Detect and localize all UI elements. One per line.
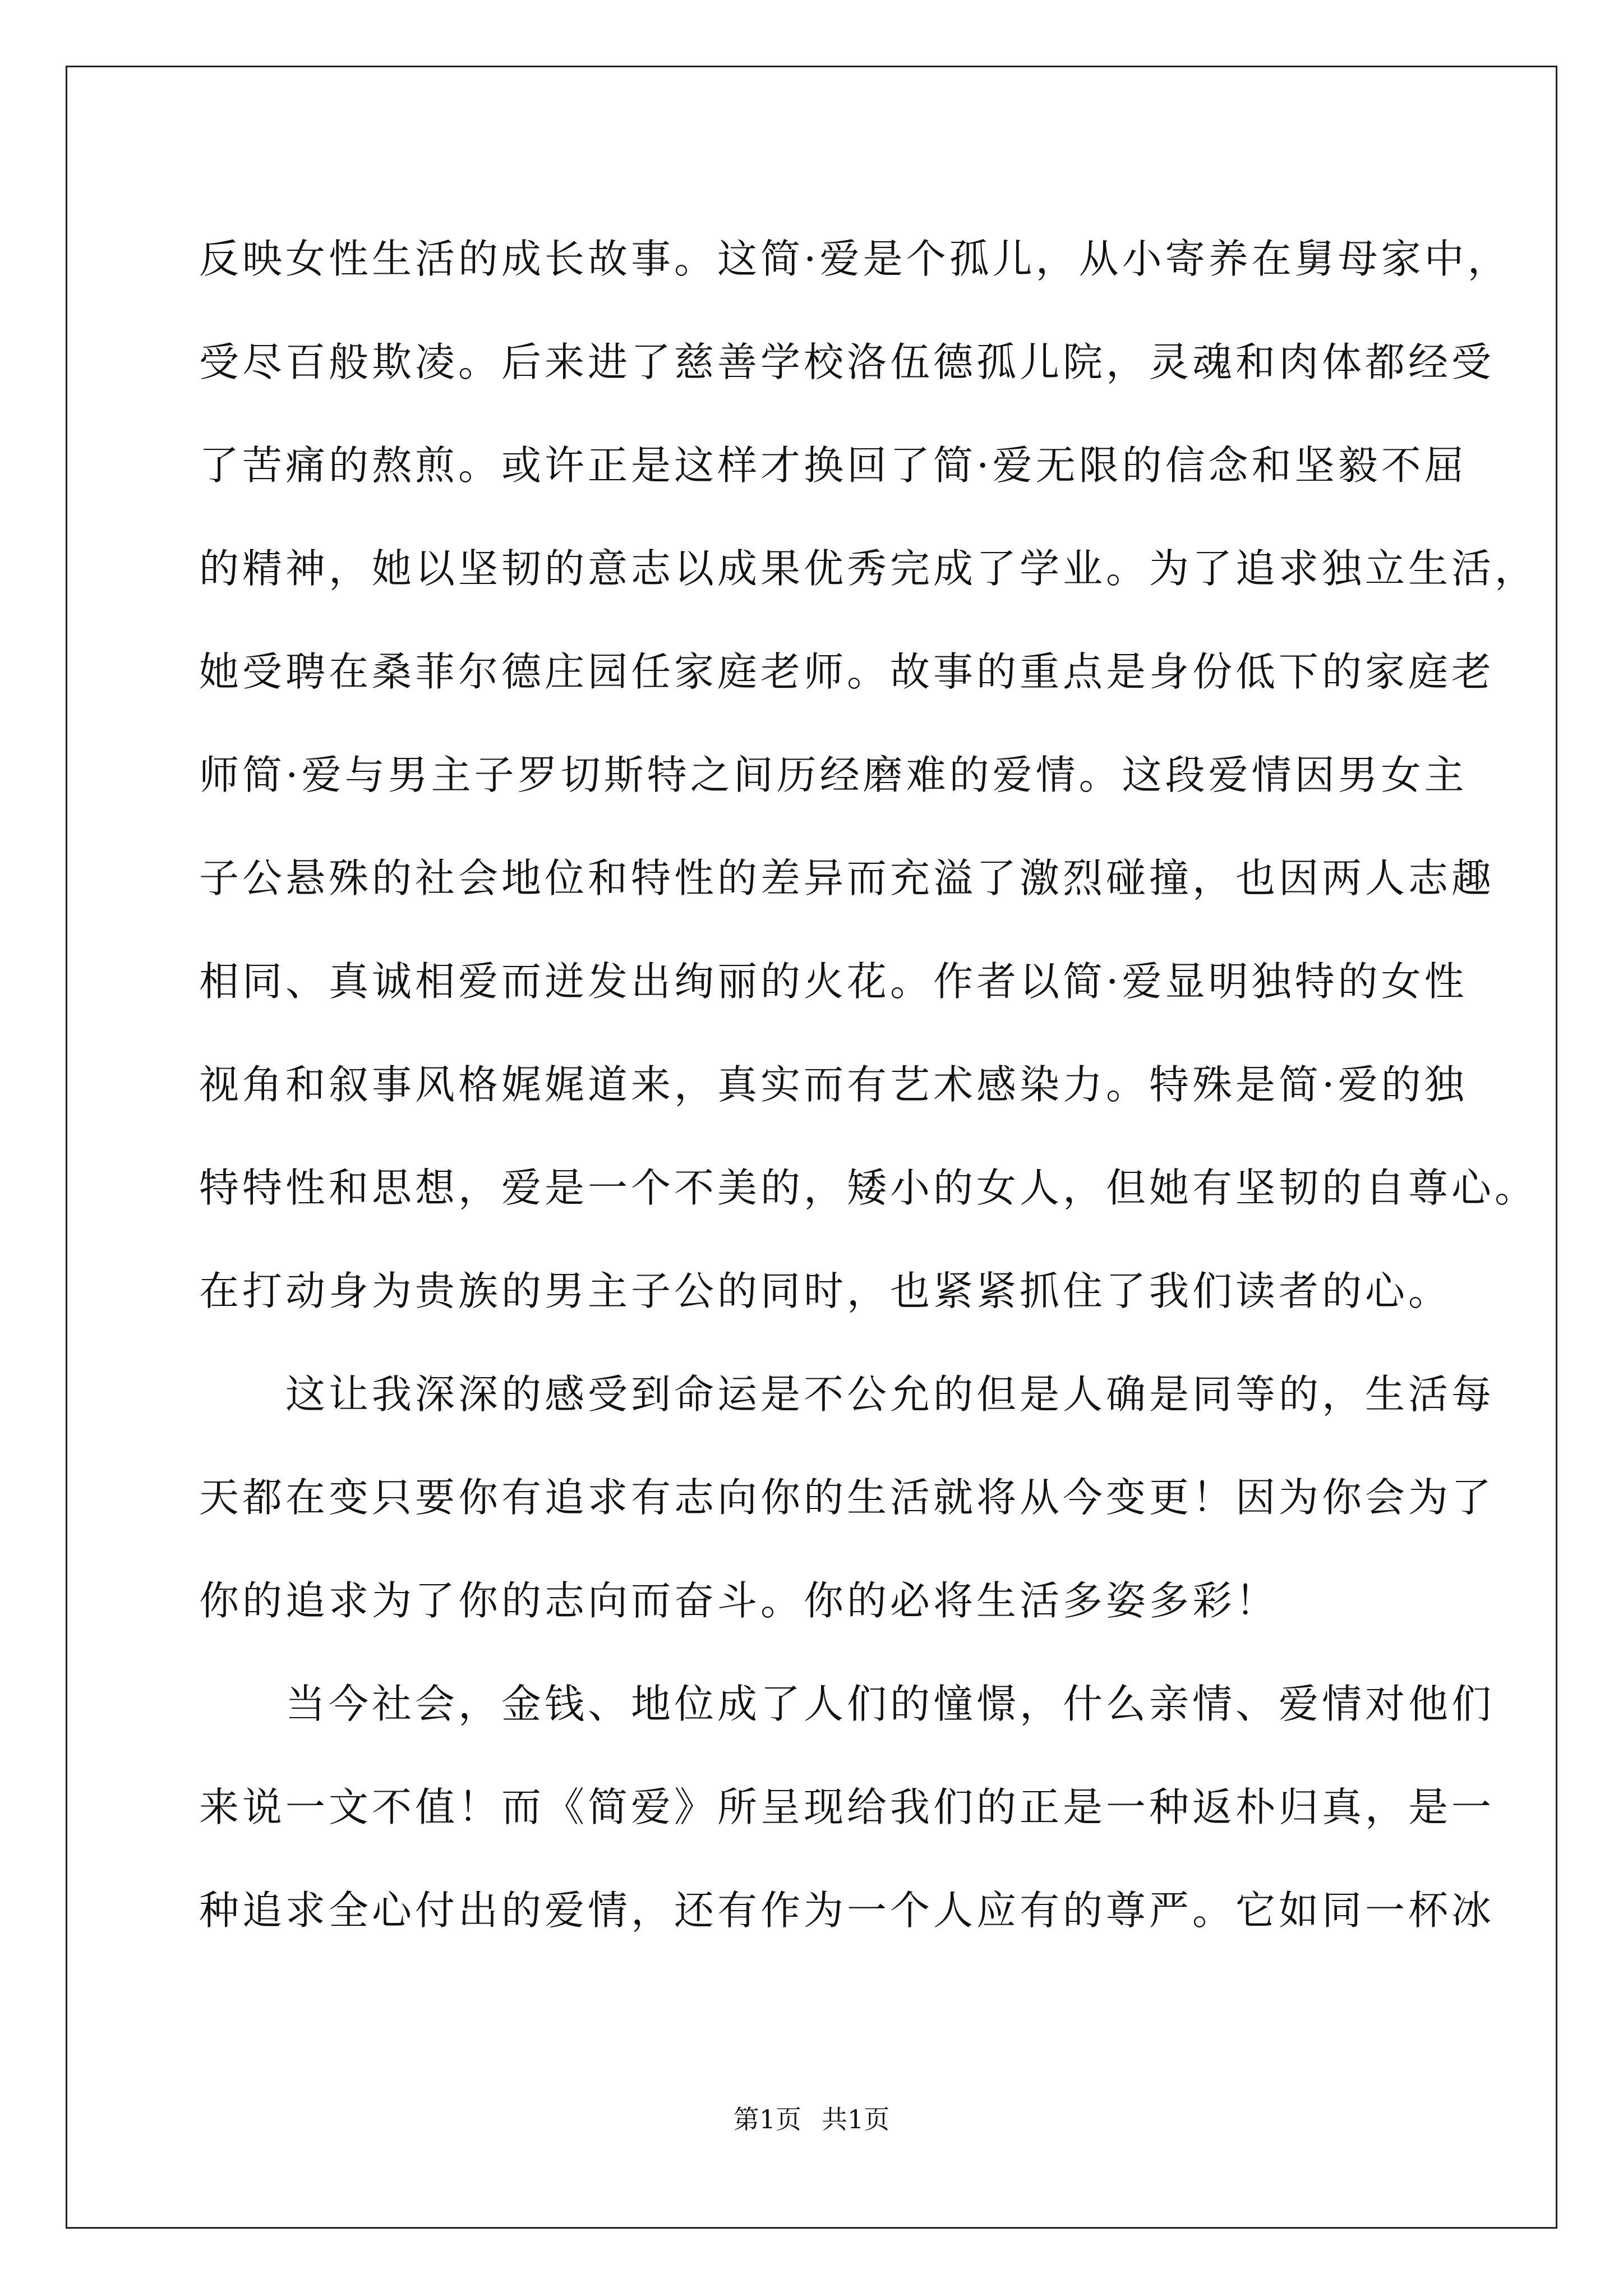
text-line: 受尽百般欺凌。后来进了慈善学校洛伍德孤儿院，灵魂和肉体都经受	[199, 339, 1495, 385]
document-body	[199, 208, 1538, 1962]
text-line: 视角和叙事风格娓娓道来，真实而有艺术感染力。特殊是简·爱的独	[199, 1061, 1468, 1108]
text-line: 子公悬殊的社会地位和特性的差异而充溢了激烈碰撞，也因两人志趣	[199, 855, 1495, 901]
text-line: 你的追求为了你的志向而奋斗。你的必将生活多姿多彩！	[199, 1577, 1279, 1624]
text-line: 种追求全心付出的爱情，还有作为一个人应有的尊严。它如同一杯冰	[199, 1887, 1495, 1934]
text-line: 这让我深深的感受到命运是不公允的但是人确是同等的，生活每	[199, 1371, 1495, 1418]
text-line: 相同、真诚相爱而迸发出绚丽的火花。作者以简·爱显明独特的女性	[199, 958, 1468, 1005]
page-footer	[0, 2102, 1623, 2136]
text-line: 了苦痛的熬煎。或许正是这样才换回了简·爱无限的信念和坚毅不屈	[199, 442, 1468, 489]
text-line: 反映女性生活的成长故事。这简·爱是个孤儿，从小寄养在舅母家中，	[199, 236, 1511, 282]
page-number: 第1页	[733, 2104, 801, 2134]
text-line: 特特性和思想，爱是一个不美的，矮小的女人，但她有坚韧的自尊心。	[199, 1165, 1538, 1211]
page-total: 共1页	[822, 2104, 890, 2134]
text-line: 师简·爱与男主子罗切斯特之间历经磨难的爱情。这段爱情因男女主	[199, 752, 1468, 798]
text-line: 来说一文不值！而《简爱》所呈现给我们的正是一种返朴归真，是一	[199, 1784, 1495, 1830]
text-line: 的精神，她以坚韧的意志以成果优秀完成了学业。为了追求独立生活，	[199, 545, 1538, 592]
text-line: 天都在变只要你有追求有志向你的生活就将从今变更！因为你会为了	[199, 1474, 1495, 1521]
text-line: 她受聘在桑菲尔德庄园任家庭老师。故事的重点是身份低下的家庭老	[199, 648, 1495, 695]
text-line: 当今社会，金钱、地位成了人们的憧憬，什么亲情、爱情对他们	[199, 1681, 1495, 1727]
text-line: 在打动身为贵族的男主子公的同时，也紧紧抓住了我们读者的心。	[199, 1268, 1452, 1314]
